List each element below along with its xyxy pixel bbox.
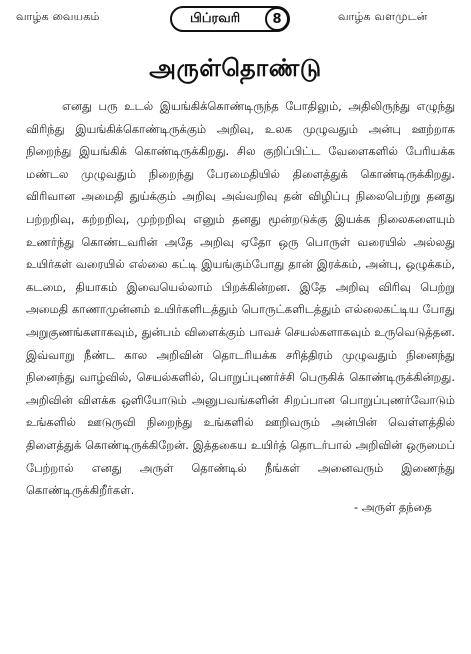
page-title: அருள்தொண்டு: [149, 54, 322, 82]
signature: - அருள் தந்தை: [354, 500, 432, 514]
header-left-motto: வாழ்க வையகம்: [16, 10, 100, 23]
month-label: பிப்ரவரி: [190, 11, 241, 26]
body-paragraph: [26, 95, 455, 502]
header-right-motto: வாழ்க வளமுடன்: [338, 10, 428, 23]
day-number: 8: [265, 7, 289, 31]
body-text: எனது பரு உடல் இயங்கிக்கொண்டிருந்த போதிலும், அதிலிருந்து எழுந்து விரிந்து இயங்கிக்கொண்டிருக்கும் அறிவு, உலக முழுவதும் அன்பு ஊற்றாக நிறைந்து இயங்கிக் கொண்டிருக்கிறது. சில குறிப்பிட்ட வேளைகளில் பேரியக்க மண்டல முழுவதும் நிறைந்து பேரமைதியில் திளைத்துக் கொண்டிருக்கிறது. விரிவான அமைதி துய்க்கும் அறிவு அவ்வறிவு தன் விழிப்பு நிலைபெற்று தனது பற்றறிவு, கற்றறிவு, முற்றறிவு எனும் தனது மூன்றடுக்கு இயக்க நிலைகளையும் உணர்ந்து கொண்டவரின் அதே அறிவு ஏதோ ஒரு பொருள் வரையில் அல்லது உயிர்கள் வரையில் எல்லை கட்டி இயங்கும்போது தான் இரக்கம், அன்பு, ஒழுக்கம், கடமை, தியாகம் இவையெல்லாம் பிறக்கின்றன. இதே அறிவு விரிவு பெற்று அமைதி காணாமுன்னம் உயிர்களிடத்தும் பொருட்களிடத்தும் எல்லைகட்டிய போது அறுகுணங்களாகவும், துன்பம் விளைக்கும் பாவச் செயல்களாகவும் உருவெடுத்தன. இவ்வாறு நீண்ட கால அறிவின் தொடரியக்க சரித்திரம் முழுவதும் நினைந்து நினைந்து வாழ்வில், செயல்களில், பொறுப்புணர்ச்சி பெருகிக் கொண்டிருக்கின்றது. அறிவின் விளக்க ஒளியோடும் அனுபவங்களின் சிறப்பான பொறுப்புணர்வோடும் உங்களில் ஊடுருவி நிறைந்து உங்களில் ஊறிவரும் அன்பின் வெள்ளத்தில் திளைத்துக் கொண்டிருக்கிறேன். இத்தகைய உயிர்த் தொடர்பால் அறிவின் ஒருமைப் பேற்றால் எனது அருள் தொண்டில் நீங்கள் அனைவரும் இணைந்து கொண்டிருக்கிறீர்கள்.: [26, 99, 455, 498]
date-badge: [170, 6, 290, 32]
